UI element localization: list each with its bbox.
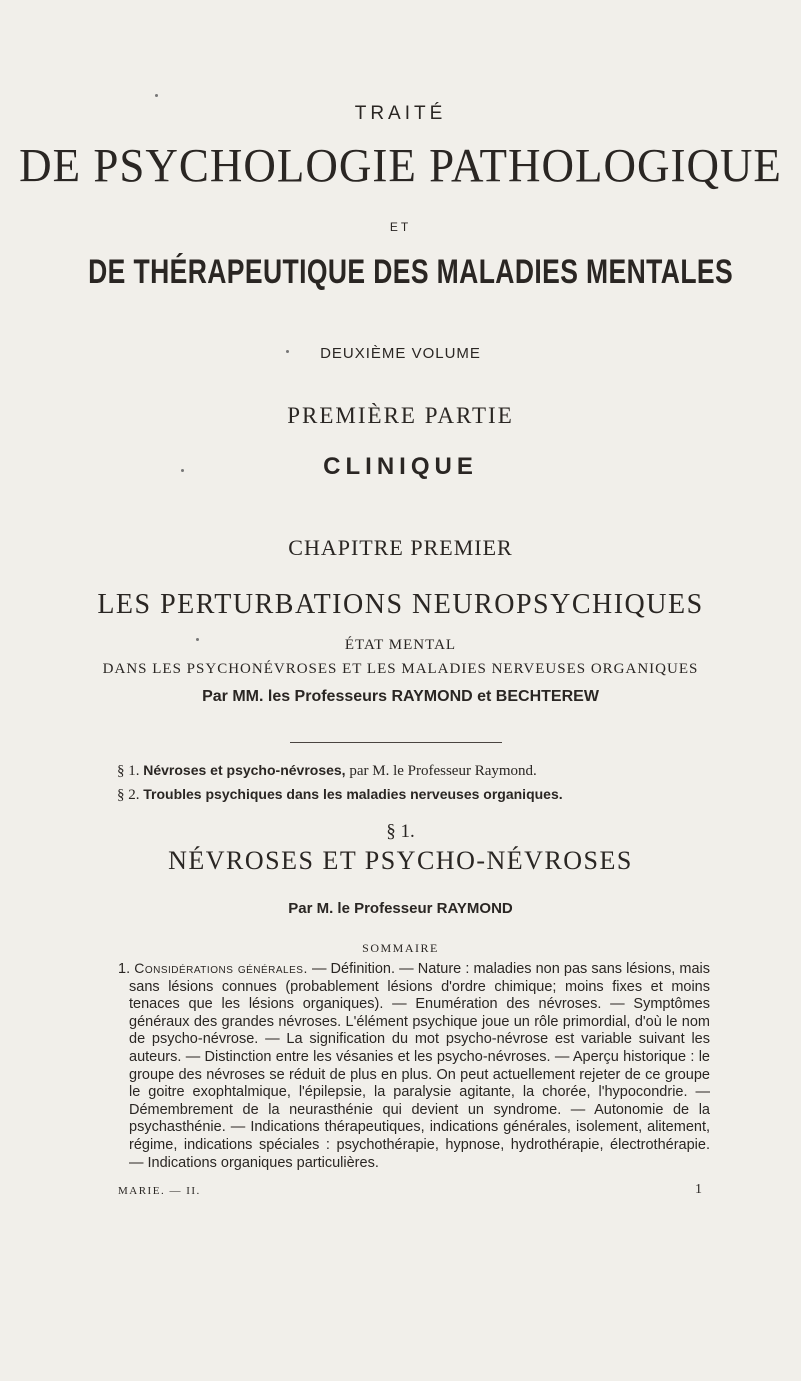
chapter-authors: Par MM. les Professeurs RAYMOND et BECHTEREW: [202, 688, 599, 705]
summary-number: 1.: [118, 961, 135, 977]
toc-by: par M. le Professeur Raymond.: [349, 763, 537, 779]
book-subtitle: DE THÉRAPEUTIQUE DES MALADIES MENTALES: [88, 253, 734, 291]
toc-title: Névroses et psycho-névroses,: [143, 762, 346, 778]
sheet-number: 1: [695, 1182, 702, 1197]
title-conjunction: ET: [389, 220, 412, 234]
toc-number: § 2.: [117, 787, 140, 803]
section-author: Par M. le Professeur RAYMOND: [288, 900, 513, 917]
summary-heading: SOMMAIRE: [362, 941, 439, 955]
toc-title: Troubles psychiques dans les maladies nerveuses organiques.: [143, 786, 563, 802]
toc-entry: [117, 762, 537, 780]
section-number: § 1.: [386, 821, 415, 842]
volume-label: DEUXIÈME VOLUME: [320, 345, 481, 362]
part-title: PREMIÈRE PARTIE: [287, 403, 514, 428]
chapter-title: LES PERTURBATIONS NEUROPSYCHIQUES: [97, 589, 704, 620]
toc-entry: [117, 786, 563, 804]
summary-text: — Définition. — Nature : maladies non pas sans lésions, mais sans lésions connues (probablement lésions d'ordre chimique; moins fixes et moins tenaces que les lésions organiques). — Enumération des névroses. — Symptômes généraux des grandes névroses. L'élément psychique joue un rôle primordial, d'où le nom de psycho-névrose. — La signification du mot psycho-névrose est variable suivant les auteurs. — Distinction entre les vésanies et les psycho-névroses. — Aperçu historique : le groupe des névroses se réduit de plus en plus. On peut actuellement rejeter de ce groupe le goitre exophtalmique, l'épilepsie, la paralysie agitante, la chorée, l'hypocondrie. — Démembrement de la neurasthénie qui devient un syndrome. — Autonomie de la psychasthénie. — Indications thérapeutiques, indications générales, isolement, alitement, régime, indications spéciales : psychothérapie, hypnose, hydrothérapie, électrothérapie. — Indications organiques particulières.: [129, 961, 710, 1171]
summary-lead-caps: Considérations générales.: [134, 960, 308, 976]
divider-rule: [290, 742, 502, 743]
summary-paragraph: [118, 960, 710, 1172]
part-name: CLINIQUE: [323, 453, 478, 480]
series-label: TRAITÉ: [354, 103, 447, 124]
paper-speck: [155, 94, 158, 97]
toc-number: § 1.: [117, 763, 140, 779]
printer-signature: MARIE. — II.: [118, 1185, 201, 1197]
book-title: DE PSYCHOLOGIE PATHOLOGIQUE: [19, 139, 782, 193]
chapter-subtitle-1: ÉTAT MENTAL: [344, 637, 457, 653]
chapter-subtitle-2: DANS LES PSYCHONÉVROSES ET LES MALADIES NERVEUSES ORGANIQUES: [102, 661, 699, 677]
section-title: NÉVROSES ET PSYCHO-NÉVROSES: [168, 846, 633, 875]
chapter-label: CHAPITRE PREMIER: [288, 535, 513, 560]
